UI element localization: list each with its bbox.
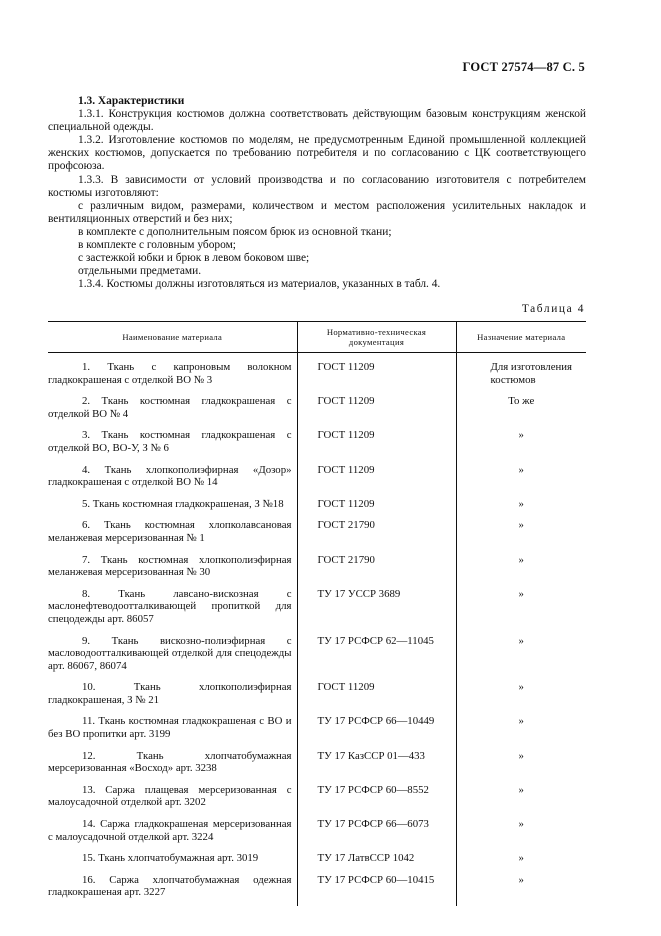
table-row [48,552,586,586]
material-use: » [456,586,586,633]
material-name: 1. Ткань с капроновым волокном гладкокрашеная с отделкой ВО № 3 [48,361,292,386]
material-name: 5. Ткань костюмная гладкокрашеная, З №18 [82,497,284,510]
table-row [48,679,586,713]
material-use: » [456,782,586,816]
table-row [48,427,586,461]
table-row [48,816,586,850]
material-name: 13. Саржа плащевая мерсеризованная с малоусадочной отделкой арт. 3202 [48,783,292,809]
material-doc: ТУ 17 ЛатвССР 1042 [297,850,456,872]
material-use: То же [456,393,586,427]
material-doc: ТУ 17 РСФСР 66—6073 [297,816,456,850]
material-use: » [456,496,586,518]
material-name: 12. Ткань хлопчатобумажная мерсеризованная «Восход» арт. 3238 [48,749,292,775]
materials-table [48,321,586,906]
page-header: ГОСТ 27574—87 С. 5 [462,60,585,74]
material-name: 7. Ткань костюмная хлопкополиэфирная меланжевая мерсеризованная № 30 [48,553,292,579]
list-item: в комплекте с дополнительным поясом брюк из основной ткани; [78,225,392,238]
material-name: 11. Ткань костюмная гладкокрашеная с ВО и без ВО пропитки арт. 3199 [48,715,292,741]
table-row [48,462,586,496]
table-row [48,782,586,816]
material-use: » [456,552,586,586]
list-item: с различным видом, размерами, количеством и местом расположения усилительных накладок и вентиляционных отверстий и без них; [48,199,586,225]
list-item: в комплекте с головным убором; [78,239,236,252]
material-doc: ГОСТ 11209 [297,393,456,427]
material-doc: ГОСТ 11209 [297,427,456,461]
table-caption: Таблица 4 [521,303,585,315]
material-use: » [456,816,586,850]
material-use: » [456,748,586,782]
list-item: с застежкой юбки и брюк в левом боковом шве; [78,252,310,265]
table-row [48,393,586,427]
material-doc: ТУ 17 РСФСР 62—11045 [297,633,456,680]
material-name: 6. Ткань костюмная хлопколавсановая меланжевая мерсеризованная № 1 [48,519,292,544]
table-row [48,586,586,633]
paragraph: 1.3.4. Костюмы должны изготовляться из материалов, указанных в табл. 4. [78,278,441,291]
material-use: » [456,872,586,906]
material-use: » [456,713,586,747]
table-row [48,713,586,747]
material-doc: ГОСТ 11209 [297,462,456,496]
material-name: 15. Ткань хлопчатобумажная арт. 3019 [82,852,259,865]
material-name: 16. Саржа хлопчатобумажная одежная гладкокрашеная арт. 3227 [48,873,292,899]
list-item: отдельными предметами. [78,265,202,278]
material-doc: ТУ 17 РСФСР 60—8552 [297,782,456,816]
material-name: 8. Ткань лавсано-вискозная с маслонефтеводоотталкивающей пропиткой для спецодежды арт. 86057 [48,587,292,625]
material-doc: ГОСТ 11209 [297,679,456,713]
material-doc: ТУ 17 КазССР 01—433 [297,748,456,782]
table-row [48,633,586,680]
material-use: » [456,633,586,680]
table-row [48,872,586,906]
material-doc: ГОСТ 11209 [297,353,456,394]
paragraph: 1.3.1. Конструкция костюмов должна соответствовать действующим базовым конструкциям женской специальной одежды. [48,108,586,134]
table-row [48,517,586,551]
table-row [48,353,586,394]
material-use: » [456,427,586,461]
table-row [48,850,586,872]
table-header-row [48,322,586,353]
table-row [48,748,586,782]
material-use: » [456,850,586,872]
material-use: » [456,462,586,496]
material-doc: ГОСТ 21790 [297,517,456,551]
paragraph: 1.3.2. Изготовление костюмов по моделям, не предусмотренным Единой промышленной коллекцией женских костюмов, допускается по требованию потребителя и по согласованию с ЦК соответствующего профсоюза. [48,134,586,173]
material-name: 10. Ткань хлопкополиэфирная гладкокрашеная, З № 21 [48,681,292,706]
material-name: 14. Саржа гладкокрашеная мерсеризованная с малоусадочной отделкой арт. 3224 [48,818,292,843]
material-name: 9. Ткань вискозно-полиэфирная с масловодоотталкивающей отделкой для спецодежды арт. 86067, 86074 [48,634,292,672]
column-header-doc: Нормативно-техническая документация [297,322,456,353]
material-doc: ГОСТ 21790 [297,552,456,586]
material-use: » [456,517,586,551]
section-title: 1.3. Характеристики [78,95,185,107]
paragraph: 1.3.3. В зависимости от условий производства и по согласованию изготовителя с потребителем костюмы изготовляют: [48,173,586,199]
material-doc: ТУ 17 РСФСР 66—10449 [297,713,456,747]
section-text [48,95,586,291]
material-name: 4. Ткань хлопкополиэфирная «Дозор» гладкокрашеная с отделкой ВО № 14 [48,463,292,489]
material-name: 2. Ткань костюмная гладкокрашеная с отделкой ВО № 4 [48,395,292,420]
material-name: 3. Ткань костюмная гладкокрашеная с отделкой ВО, ВО-У, З № 6 [48,429,292,454]
material-use: » [456,679,586,713]
table-row [48,496,586,518]
material-use: Для изготовления костюмов [456,353,586,394]
material-doc: ГОСТ 11209 [297,496,456,518]
material-doc: ТУ 17 РСФСР 60—10415 [297,872,456,906]
material-doc: ТУ 17 УССР 3689 [297,586,456,633]
column-header-name: Наименование материала [48,322,297,353]
column-header-use: Назначение материала [456,322,586,353]
